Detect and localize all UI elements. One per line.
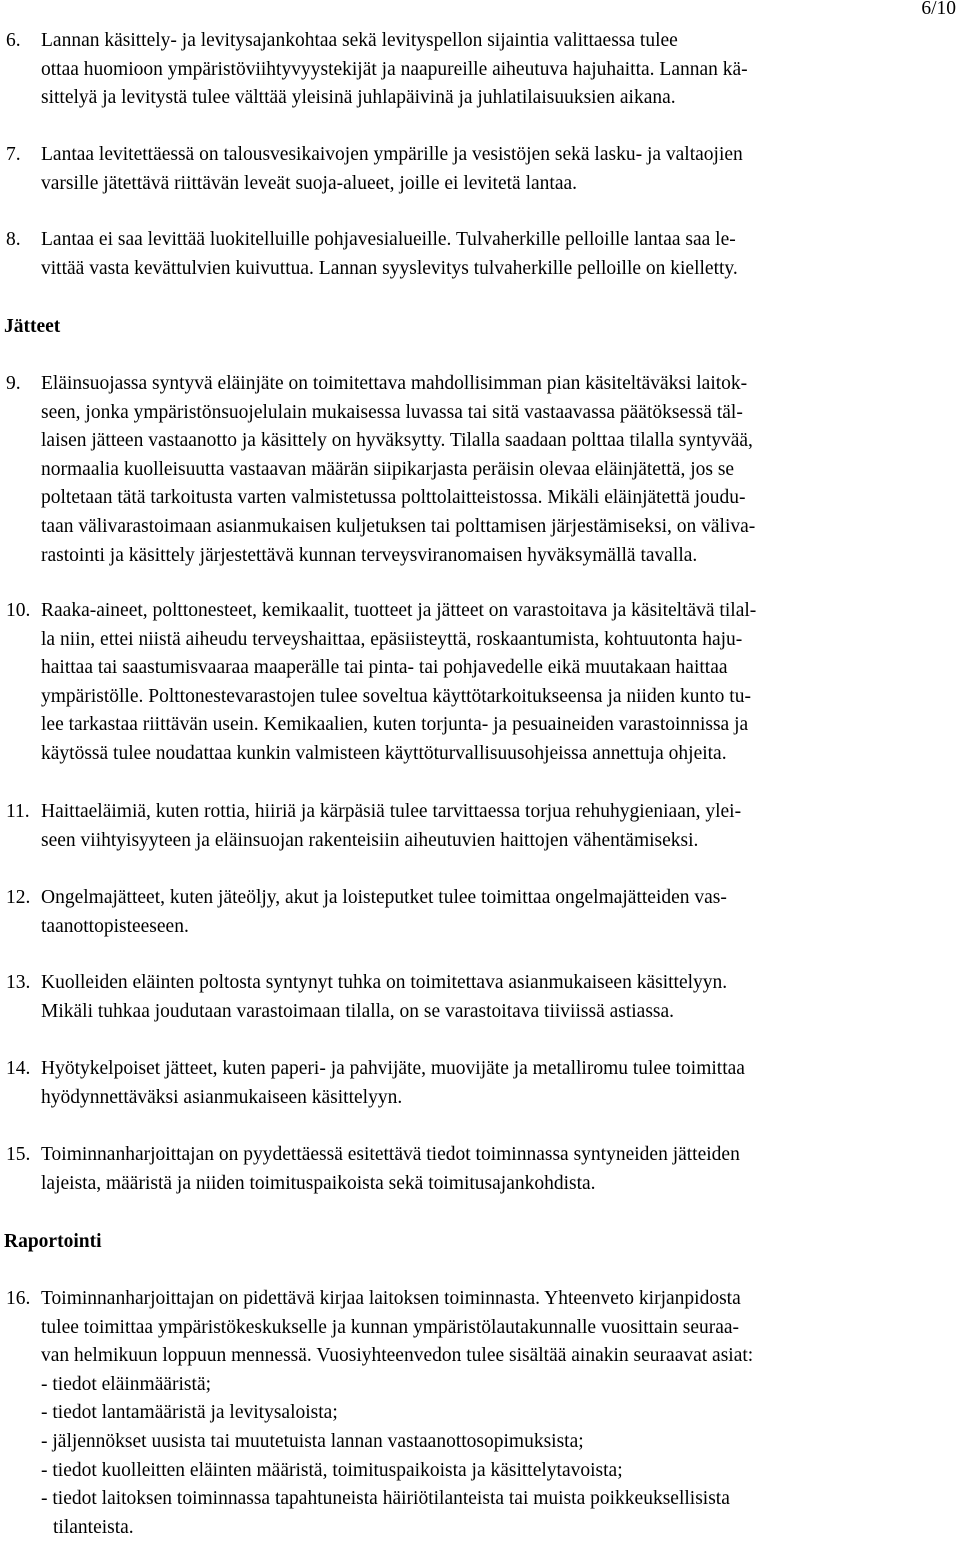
page-number: 6/10	[921, 0, 956, 19]
item-text	[41, 884, 958, 941]
item-text	[41, 27, 958, 113]
list-item-12	[0, 884, 958, 941]
list-bullet: - tiedot kuolleitten eläinten määristä, toimituspaikoista ja käsittelytavoista;	[41, 1459, 623, 1481]
item-number: 8.	[6, 229, 21, 250]
item-number: 6.	[6, 30, 21, 51]
text-line: Kuolleiden eläinten poltosta syntynyt tuhka on toimitettava asianmukaiseen käsittelyyn.	[41, 972, 728, 993]
text-line: ottaa huomioon ympäristöviihtyvyystekijät ja naapureille aiheutuva hajuhaitta. Lannan kä-	[41, 58, 748, 80]
section-heading-raportointi: Raportointi	[4, 1231, 102, 1252]
list-item-16	[0, 1285, 958, 1542]
text-line: hyödynnettäväksi asianmukaiseen käsittelyyn.	[41, 1086, 403, 1108]
item-number: 7.	[6, 144, 21, 165]
list-bullet: - tiedot lantamääristä ja levitysaloista;	[41, 1402, 338, 1424]
list-item-15	[0, 1141, 958, 1198]
list-item-10	[0, 597, 958, 769]
text-line: Mikäli tuhkaa joudutaan varastoimaan tilalla, on se varastoitava tiiviissä astiassa.	[41, 1000, 675, 1022]
text-line: lee tarkastaa riittävän usein. Kemikaalien, kuten torjunta- ja pesuaineiden varastoinnissa ja	[41, 714, 749, 736]
list-bullet: - tiedot eläinmääristä;	[41, 1373, 212, 1395]
text-line: vittää vasta kevättulvien kuivuttua. Lannan syyslevitys tulvaherkille pelloille on kielletty.	[41, 257, 738, 279]
list-item-9	[0, 370, 958, 570]
text-line: la niin, ettei niistä aiheudu terveyshaittaa, epäsiisteyttä, roskaantumista, kohtuutonta haju-	[41, 628, 743, 650]
item-text	[41, 141, 958, 198]
item-number: 12.	[6, 887, 31, 908]
item-number: 16.	[6, 1288, 31, 1309]
item-number: 13.	[6, 972, 31, 993]
text-line: Hyötykelpoiset jätteet, kuten paperi- ja pahvijäte, muovijäte ja metalliromu tulee toimittaa	[41, 1058, 745, 1079]
item-text	[41, 226, 958, 283]
list-item-14	[0, 1055, 958, 1112]
text-line: rastointi ja käsittely järjestettävä kunnan terveysviranomaisen hyväksymällä tavalla.	[41, 544, 698, 566]
text-line: Haittaeläimiä, kuten rottia, hiiriä ja kärpäsiä tulee tarvittaessa torjua rehuhygieniaan, ylei-	[41, 801, 742, 822]
text-line: Lantaa ei saa levittää luokitelluille pohjavesialueille. Tulvaherkille pelloille lantaa saa le-	[41, 229, 736, 250]
list-item-6	[0, 27, 958, 113]
text-line: ympäristölle. Polttonestevarastojen tulee soveltua käyttötarkoitukseensa ja niiden kunto tu-	[41, 685, 751, 707]
text-line: sittelyä ja levitystä tulee välttää yleisinä juhlapäivinä ja juhlatilaisuuksien aikana.	[41, 87, 676, 109]
text-line: van helmikuun loppuun mennessä. Vuosiyhteenvedon tulee sisältää ainakin seuraavat asiat:	[41, 1345, 754, 1367]
list-bullet-continuation: tilanteista.	[53, 1516, 134, 1538]
item-text	[41, 370, 958, 570]
text-line: käytössä tulee noudattaa kunkin valmisteen käyttöturvallisuusohjeissa annettuja ohjeita.	[41, 742, 727, 764]
item-text	[41, 1141, 958, 1198]
list-item-8	[0, 226, 958, 283]
text-line: seen viihtyisyyteen ja eläinsuojan rakenteisiin aiheutuvien haittojen vähentämiseksi.	[41, 829, 699, 851]
text-line: Ongelmajätteet, kuten jäteöljy, akut ja loisteputket tulee toimittaa ongelmajätteiden vas-	[41, 887, 727, 908]
text-line: Raaka-aineet, polttonesteet, kemikaalit, tuotteet ja jätteet on varastoitava ja käsiteltävä tilal-	[41, 600, 757, 621]
text-line: seen, jonka ympäristönsuojelulain mukaisessa luvassa tai sitä vastaavassa päätöksessä täl-	[41, 401, 743, 423]
text-line: taan välivarastoimaan asianmukaisen kuljetuksen tai polttamisen järjestämiseksi, on väliva-	[41, 515, 756, 537]
item-text	[41, 969, 958, 1026]
text-line: taanottopisteeseen.	[41, 915, 189, 937]
item-number: 15.	[6, 1144, 31, 1165]
item-number: 10.	[6, 600, 31, 621]
text-line: Toiminnanharjoittajan on pyydettäessä esitettävä tiedot toiminnassa syntyneiden jätteiden	[41, 1144, 740, 1165]
item-text	[41, 597, 958, 769]
text-line: Eläinsuojassa syntyvä eläinjäte on toimitettava mahdollisimman pian käsiteltäväksi laitok-	[41, 373, 748, 394]
text-line: poltetaan tätä tarkoitusta varten valmistetussa polttolaitteistossa. Mikäli eläinjätettä joudu-	[41, 487, 746, 509]
text-line: lajeista, määristä ja niiden toimituspaikoista sekä toimitusajankohdista.	[41, 1172, 596, 1194]
item-text	[41, 798, 958, 855]
text-line: Toiminnanharjoittajan on pidettävä kirjaa laitoksen toiminnasta. Yhteenveto kirjanpidosta	[41, 1288, 741, 1309]
text-line: Lannan käsittely- ja levitysajankohtaa sekä levityspellon sijaintia valittaessa tulee	[41, 30, 678, 51]
item-text	[41, 1285, 958, 1371]
list-bullet: - jäljennökset uusista tai muutetuista lannan vastaanottosopimuksista;	[41, 1430, 584, 1452]
item-number: 14.	[6, 1058, 31, 1079]
section-heading-jatteet: Jätteet	[4, 316, 61, 337]
text-line: laisen jätteen vastaanotto ja käsittely on hyväksytty. Tilalla saadaan polttaa tilalla syntyvää,	[41, 430, 753, 452]
text-line: varsille jätettävä riittävän leveät suoja-alueet, joille ei levitetä lantaa.	[41, 172, 578, 194]
item-number: 9.	[6, 373, 21, 394]
list-item-7	[0, 141, 958, 198]
list-bullet: - tiedot laitoksen toiminnassa tapahtuneista häiriötilanteista tai muista poikkeuksellisista	[41, 1488, 730, 1510]
text-line: haittaa tai saastumisvaaraa maaperälle tai pinta- tai pohjavedelle eikä muutakaan haittaa	[41, 657, 728, 679]
list-item-11	[0, 798, 958, 855]
text-line: normaalia kuolleisuutta vastaavan määrän siipikarjasta peräisin olevaa eläinjätettä, jos se	[41, 458, 735, 480]
list-item-13	[0, 969, 958, 1026]
text-line: tulee toimittaa ympäristökeskukselle ja kunnan ympäristölautakunnalle vuosittain seuraa-	[41, 1316, 740, 1338]
report-contents-list	[41, 1371, 958, 1542]
item-number: 11.	[6, 801, 30, 822]
item-text	[41, 1055, 958, 1112]
text-line: Lantaa levitettäessä on talousvesikaivojen ympärille ja vesistöjen sekä lasku- ja valtaojien	[41, 144, 743, 165]
